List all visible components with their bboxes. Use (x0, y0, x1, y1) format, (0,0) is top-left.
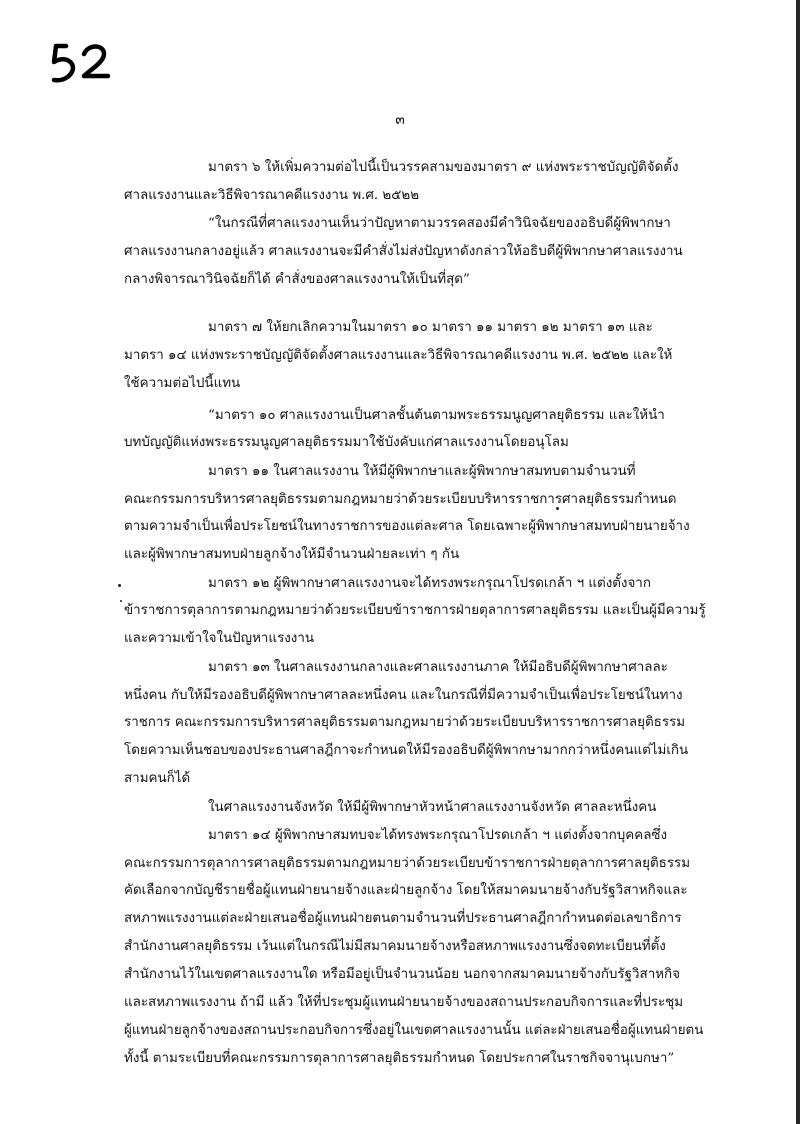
scan-speck (118, 584, 121, 587)
text-line: คัดเลือกจากบัญชีรายชื่อผู้แทนฝ่ายนายจ้างและฝ่ายลูกจ้าง โดยให้สมาคมนายจ้างกับรัฐวิสาหกิจและ (124, 883, 688, 898)
text-line: ใช้ความต่อไปนี้แทน (124, 376, 241, 391)
text-line: มาตรา ๑๓ ในศาลแรงงานกลางและศาลแรงงานภาค ให้มีอธิบดีผู้พิพากษาศาลละ (208, 660, 668, 675)
text-line: โดยความเห็นชอบของประธานศาลฎีกาจะกำหนดให้มีรองอธิบดีผู้พิพากษามากกว่าหนึ่งคนแต่ไม่เกิน (124, 743, 689, 758)
text-line: “มาตรา ๑๐ ศาลแรงงานเป็นศาลชั้นต้นตามพระธรรมนูญศาลยุติธรรม และให้นำ (208, 408, 665, 423)
text-line: และผู้พิพากษาสมทบฝ่ายลูกจ้างให้มีจำนวนฝ่ายละเท่า ๆ กัน (124, 547, 460, 562)
text-line: สหภาพแรงงานแต่ละฝ่ายเสนอชื่อผู้แทนฝ่ายตนตามจำนวนที่ประธานศาลฎีกากำหนดต่อเลขาธิการ (124, 911, 682, 926)
text-line: คณะกรรมการบริหารศาลยุติธรรมตามกฎหมายว่าด้วยระเบียบบริหารราชการศาลยุติธรรมกำหนด (124, 492, 677, 507)
text-line: ศาลแรงงานและวิธีพิจารณาคดีแรงงาน พ.ศ. ๒๕๒๒ (124, 188, 420, 203)
text-line: มาตรา ๑๑ ในศาลแรงงาน ให้มีผู้พิพากษาและผู้พิพากษาสมทบตามจำนวนที่ (208, 464, 636, 479)
page-number: ๓ (395, 112, 405, 128)
text-line: และความเข้าใจในปัญหาแรงงาน (124, 631, 315, 646)
text-line: หนึ่งคน กับให้มีรองอธิบดีผู้พิพากษาศาลละหนึ่งคน และในกรณีที่มีความจำเป็นเพื่อประโยชน์ในทาง (124, 688, 683, 703)
text-line: คณะกรรมการตุลาการศาลยุติธรรมตามกฎหมายว่าด้วยระเบียบข้าราชการฝ่ายตุลาการศาลยุติธรรม (124, 856, 691, 871)
text-line: ข้าราชการตุลาการตามกฎหมายว่าด้วยระเบียบข้าราชการฝ่ายตุลาการศาลยุติธรรม และเป็นผู้มีความรู้ (124, 603, 706, 618)
text-line: สำนักงานไว้ในเขตศาลแรงงานใด หรือมีอยู่เป็นจำนวนน้อย นอกจากสมาคมนายจ้างกับรัฐวิสาหกิจ (124, 967, 681, 982)
scan-speck (120, 600, 122, 602)
text-line: ในศาลแรงงานจังหวัด ให้มีผู้พิพากษาหัวหน้าศาลแรงงานจังหวัด ศาลละหนึ่งคน (208, 800, 657, 815)
text-line: ผู้แทนฝ่ายลูกจ้างของสถานประกอบกิจการซึ่งอยู่ในเขตศาลแรงงานนั้น แต่ละฝ่ายเสนอชื่อผู้แทนฝ่ายตน (124, 1023, 704, 1038)
text-line: ตามความจำเป็นเพื่อประโยชน์ในทางราชการของแต่ละศาล โดยเฉพาะผู้พิพากษาสมทบฝ่ายนายจ้าง (124, 519, 690, 534)
text-line: สามคนก็ได้ (124, 771, 191, 786)
text-line: “ในกรณีที่ศาลแรงงานเห็นว่าปัญหาตามวรรคสองมีคำวินิจฉัยของอธิบดีผู้พิพากษา (208, 216, 671, 231)
handwritten-page-number (50, 40, 130, 86)
text-line: กลางพิจารณาวินิจฉัยก็ได้ คำสั่งของศาลแรงงานให้เป็นที่สุด” (124, 272, 470, 287)
text-line: บทบัญญัติแห่งพระธรรมนูญศาลยุติธรรมมาใช้บังคับแก่ศาลแรงงานโดยอนุโลม (124, 435, 569, 450)
text-line: ทั้งนี้ ตามระเบียบที่คณะกรรมการตุลาการศาลยุติธรรมกำหนด โดยประกาศในราชกิจจานุเบกษา” (124, 1051, 675, 1066)
text-line: มาตรา ๗ ให้ยกเลิกความในมาตรา ๑๐ มาตรา ๑๑ มาตรา ๑๒ มาตรา ๑๓ และ (208, 320, 653, 335)
text-line: มาตรา ๖ ให้เพิ่มความต่อไปนี้เป็นวรรคสามของมาตรา ๙ แห่งพระราชบัญญัติจัดตั้ง (208, 160, 679, 175)
text-line: และสหภาพแรงงาน ถ้ามี แล้ว ให้ที่ประชุมผู้แทนฝ่ายนายจ้างของสถานประกอบกิจการและที่ประชุม (124, 995, 684, 1010)
text-line: ราชการ คณะกรรมการบริหารศาลยุติธรรมตามกฎหมายว่าด้วยระเบียบบริหารราชการศาลยุติธรรม (124, 715, 686, 730)
text-line: ศาลแรงงานกลางอยู่แล้ว ศาลแรงงานจะมีคำสั่งไม่ส่งปัญหาดังกล่าวให้อธิบดีผู้พิพากษาศาลแรงงาน (124, 244, 683, 259)
scan-speck (556, 507, 559, 510)
text-line: มาตรา ๑๔ ผู้พิพากษาสมทบจะได้ทรงพระกรุณาโปรดเกล้า ฯ แต่งตั้งจากบุคคลซึ่ง (208, 828, 668, 843)
text-line: สำนักงานศาลยุติธรรม เว้นแต่ในกรณีไม่มีสมาคมนายจ้างหรือสหภาพแรงงานซึ่งจดทะเบียนที่ตั้ง (124, 939, 666, 954)
scan-edge-shadow (796, 0, 800, 1124)
text-line: มาตรา ๑๔ แห่งพระราชบัญญัติจัดตั้งศาลแรงงานและวิธีพิจารณาคดีแรงงาน พ.ศ. ๒๕๒๒ และให้ (124, 348, 673, 363)
text-line: มาตรา ๑๒ ผู้พิพากษาศาลแรงงานจะได้ทรงพระกรุณาโปรดเกล้า ฯ แต่งตั้งจาก (208, 576, 651, 591)
